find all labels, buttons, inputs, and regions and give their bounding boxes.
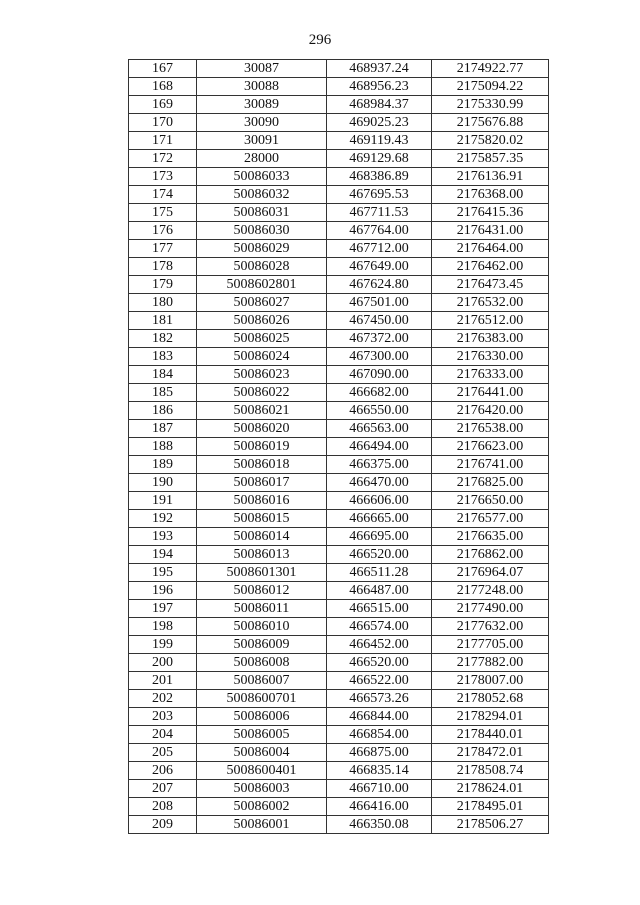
- x-coordinate-cell: 468386.89: [327, 168, 432, 186]
- point-id-cell: 50086003: [197, 780, 327, 798]
- point-id-cell: 50086002: [197, 798, 327, 816]
- y-coordinate-cell: 2176136.91: [432, 168, 549, 186]
- y-coordinate-cell: 2176333.00: [432, 366, 549, 384]
- point-id-cell: 50086005: [197, 726, 327, 744]
- point-id-cell: 50086017: [197, 474, 327, 492]
- table-row: [129, 330, 549, 348]
- table-row: [129, 582, 549, 600]
- table-row: [129, 348, 549, 366]
- point-id-cell: 50086024: [197, 348, 327, 366]
- table-row: [129, 780, 549, 798]
- x-coordinate-cell: 466574.00: [327, 618, 432, 636]
- table-row: [129, 96, 549, 114]
- row-number-cell: 198: [129, 618, 197, 636]
- x-coordinate-cell: 466550.00: [327, 402, 432, 420]
- row-number-cell: 187: [129, 420, 197, 438]
- x-coordinate-cell: 468956.23: [327, 78, 432, 96]
- table-row: [129, 204, 549, 222]
- point-id-cell: 50086026: [197, 312, 327, 330]
- row-number-cell: 174: [129, 186, 197, 204]
- table-row: [129, 456, 549, 474]
- y-coordinate-cell: 2176623.00: [432, 438, 549, 456]
- point-id-cell: 5008600701: [197, 690, 327, 708]
- point-id-cell: 50086013: [197, 546, 327, 564]
- table-row: [129, 564, 549, 582]
- row-number-cell: 205: [129, 744, 197, 762]
- table-row: [129, 60, 549, 78]
- y-coordinate-cell: 2177248.00: [432, 582, 549, 600]
- point-id-cell: 50086027: [197, 294, 327, 312]
- x-coordinate-cell: 466520.00: [327, 546, 432, 564]
- point-id-cell: 50086004: [197, 744, 327, 762]
- point-id-cell: 50086014: [197, 528, 327, 546]
- table-row: [129, 474, 549, 492]
- x-coordinate-cell: 466520.00: [327, 654, 432, 672]
- table-row: [129, 618, 549, 636]
- x-coordinate-cell: 467695.53: [327, 186, 432, 204]
- x-coordinate-cell: 466470.00: [327, 474, 432, 492]
- row-number-cell: 203: [129, 708, 197, 726]
- row-number-cell: 182: [129, 330, 197, 348]
- table-row: [129, 438, 549, 456]
- row-number-cell: 193: [129, 528, 197, 546]
- table-row: [129, 708, 549, 726]
- y-coordinate-cell: 2175330.99: [432, 96, 549, 114]
- x-coordinate-cell: 467501.00: [327, 294, 432, 312]
- table-row: [129, 492, 549, 510]
- point-id-cell: 50086028: [197, 258, 327, 276]
- point-id-cell: 50086032: [197, 186, 327, 204]
- row-number-cell: 184: [129, 366, 197, 384]
- row-number-cell: 194: [129, 546, 197, 564]
- row-number-cell: 188: [129, 438, 197, 456]
- table-row: [129, 276, 549, 294]
- x-coordinate-cell: 467450.00: [327, 312, 432, 330]
- table-row: [129, 150, 549, 168]
- point-id-cell: 50086033: [197, 168, 327, 186]
- table-row: [129, 744, 549, 762]
- y-coordinate-cell: 2176862.00: [432, 546, 549, 564]
- row-number-cell: 204: [129, 726, 197, 744]
- x-coordinate-cell: 466522.00: [327, 672, 432, 690]
- y-coordinate-cell: 2176464.00: [432, 240, 549, 258]
- y-coordinate-cell: 2176650.00: [432, 492, 549, 510]
- y-coordinate-cell: 2176330.00: [432, 348, 549, 366]
- table-row: [129, 240, 549, 258]
- x-coordinate-cell: 467712.00: [327, 240, 432, 258]
- point-id-cell: 50086025: [197, 330, 327, 348]
- x-coordinate-cell: 467300.00: [327, 348, 432, 366]
- y-coordinate-cell: 2178624.01: [432, 780, 549, 798]
- point-id-cell: 5008600401: [197, 762, 327, 780]
- table-row: [129, 546, 549, 564]
- table-row: [129, 690, 549, 708]
- point-id-cell: 50086011: [197, 600, 327, 618]
- row-number-cell: 192: [129, 510, 197, 528]
- point-id-cell: 5008602801: [197, 276, 327, 294]
- row-number-cell: 176: [129, 222, 197, 240]
- row-number-cell: 197: [129, 600, 197, 618]
- y-coordinate-cell: 2178440.01: [432, 726, 549, 744]
- y-coordinate-cell: 2175676.88: [432, 114, 549, 132]
- point-id-cell: 30088: [197, 78, 327, 96]
- y-coordinate-cell: 2177632.00: [432, 618, 549, 636]
- row-number-cell: 191: [129, 492, 197, 510]
- point-id-cell: 50086001: [197, 816, 327, 834]
- x-coordinate-cell: 466511.28: [327, 564, 432, 582]
- point-id-cell: 50086007: [197, 672, 327, 690]
- row-number-cell: 180: [129, 294, 197, 312]
- y-coordinate-cell: 2174922.77: [432, 60, 549, 78]
- row-number-cell: 170: [129, 114, 197, 132]
- table-row: [129, 258, 549, 276]
- x-coordinate-cell: 466563.00: [327, 420, 432, 438]
- x-coordinate-cell: 466682.00: [327, 384, 432, 402]
- x-coordinate-cell: 466695.00: [327, 528, 432, 546]
- y-coordinate-cell: 2176415.36: [432, 204, 549, 222]
- x-coordinate-cell: 468984.37: [327, 96, 432, 114]
- x-coordinate-cell: 469119.43: [327, 132, 432, 150]
- row-number-cell: 206: [129, 762, 197, 780]
- row-number-cell: 179: [129, 276, 197, 294]
- coordinates-table: [128, 59, 549, 834]
- table-row: [129, 798, 549, 816]
- point-id-cell: 50086020: [197, 420, 327, 438]
- point-id-cell: 30087: [197, 60, 327, 78]
- y-coordinate-cell: 2176431.00: [432, 222, 549, 240]
- x-coordinate-cell: 466875.00: [327, 744, 432, 762]
- x-coordinate-cell: 466515.00: [327, 600, 432, 618]
- y-coordinate-cell: 2178506.27: [432, 816, 549, 834]
- y-coordinate-cell: 2176512.00: [432, 312, 549, 330]
- table-row: [129, 168, 549, 186]
- table-row: [129, 600, 549, 618]
- point-id-cell: 50086012: [197, 582, 327, 600]
- point-id-cell: 50086029: [197, 240, 327, 258]
- x-coordinate-cell: 466854.00: [327, 726, 432, 744]
- y-coordinate-cell: 2175094.22: [432, 78, 549, 96]
- table-row: [129, 420, 549, 438]
- y-coordinate-cell: 2178294.01: [432, 708, 549, 726]
- row-number-cell: 183: [129, 348, 197, 366]
- table-row: [129, 726, 549, 744]
- y-coordinate-cell: 2176964.07: [432, 564, 549, 582]
- x-coordinate-cell: 466665.00: [327, 510, 432, 528]
- y-coordinate-cell: 2176383.00: [432, 330, 549, 348]
- point-id-cell: 30090: [197, 114, 327, 132]
- point-id-cell: 50086022: [197, 384, 327, 402]
- y-coordinate-cell: 2176741.00: [432, 456, 549, 474]
- table-row: [129, 654, 549, 672]
- table-row: [129, 402, 549, 420]
- y-coordinate-cell: 2178052.68: [432, 690, 549, 708]
- row-number-cell: 200: [129, 654, 197, 672]
- point-id-cell: 5008601301: [197, 564, 327, 582]
- x-coordinate-cell: 469129.68: [327, 150, 432, 168]
- row-number-cell: 207: [129, 780, 197, 798]
- x-coordinate-cell: 466573.26: [327, 690, 432, 708]
- row-number-cell: 195: [129, 564, 197, 582]
- x-coordinate-cell: 467624.80: [327, 276, 432, 294]
- x-coordinate-cell: 466835.14: [327, 762, 432, 780]
- row-number-cell: 177: [129, 240, 197, 258]
- y-coordinate-cell: 2176825.00: [432, 474, 549, 492]
- y-coordinate-cell: 2176538.00: [432, 420, 549, 438]
- row-number-cell: 202: [129, 690, 197, 708]
- table-row: [129, 132, 549, 150]
- y-coordinate-cell: 2176635.00: [432, 528, 549, 546]
- x-coordinate-cell: 467372.00: [327, 330, 432, 348]
- point-id-cell: 50086016: [197, 492, 327, 510]
- row-number-cell: 190: [129, 474, 197, 492]
- point-id-cell: 50086019: [197, 438, 327, 456]
- row-number-cell: 199: [129, 636, 197, 654]
- row-number-cell: 208: [129, 798, 197, 816]
- point-id-cell: 30089: [197, 96, 327, 114]
- x-coordinate-cell: 469025.23: [327, 114, 432, 132]
- y-coordinate-cell: 2175820.02: [432, 132, 549, 150]
- table-row: [129, 816, 549, 834]
- x-coordinate-cell: 466606.00: [327, 492, 432, 510]
- x-coordinate-cell: 467764.00: [327, 222, 432, 240]
- point-id-cell: 50086010: [197, 618, 327, 636]
- y-coordinate-cell: 2177705.00: [432, 636, 549, 654]
- x-coordinate-cell: 467649.00: [327, 258, 432, 276]
- row-number-cell: 186: [129, 402, 197, 420]
- y-coordinate-cell: 2175857.35: [432, 150, 549, 168]
- row-number-cell: 168: [129, 78, 197, 96]
- point-id-cell: 50086018: [197, 456, 327, 474]
- y-coordinate-cell: 2176532.00: [432, 294, 549, 312]
- x-coordinate-cell: 466710.00: [327, 780, 432, 798]
- page-number: 296: [308, 32, 332, 48]
- y-coordinate-cell: 2176441.00: [432, 384, 549, 402]
- x-coordinate-cell: 466375.00: [327, 456, 432, 474]
- x-coordinate-cell: 466350.08: [327, 816, 432, 834]
- row-number-cell: 189: [129, 456, 197, 474]
- y-coordinate-cell: 2176368.00: [432, 186, 549, 204]
- coordinates-table-body: [129, 60, 549, 834]
- point-id-cell: 30091: [197, 132, 327, 150]
- row-number-cell: 185: [129, 384, 197, 402]
- row-number-cell: 209: [129, 816, 197, 834]
- row-number-cell: 181: [129, 312, 197, 330]
- table-row: [129, 510, 549, 528]
- x-coordinate-cell: 467090.00: [327, 366, 432, 384]
- table-row: [129, 222, 549, 240]
- point-id-cell: 50086009: [197, 636, 327, 654]
- row-number-cell: 167: [129, 60, 197, 78]
- y-coordinate-cell: 2177882.00: [432, 654, 549, 672]
- point-id-cell: 50086031: [197, 204, 327, 222]
- table-row: [129, 366, 549, 384]
- y-coordinate-cell: 2177490.00: [432, 600, 549, 618]
- point-id-cell: 50086030: [197, 222, 327, 240]
- x-coordinate-cell: 467711.53: [327, 204, 432, 222]
- y-coordinate-cell: 2178007.00: [432, 672, 549, 690]
- row-number-cell: 175: [129, 204, 197, 222]
- y-coordinate-cell: 2178472.01: [432, 744, 549, 762]
- y-coordinate-cell: 2178508.74: [432, 762, 549, 780]
- point-id-cell: 50086023: [197, 366, 327, 384]
- table-row: [129, 762, 549, 780]
- y-coordinate-cell: 2176577.00: [432, 510, 549, 528]
- row-number-cell: 171: [129, 132, 197, 150]
- y-coordinate-cell: 2176462.00: [432, 258, 549, 276]
- point-id-cell: 50086015: [197, 510, 327, 528]
- table-row: [129, 636, 549, 654]
- x-coordinate-cell: 468937.24: [327, 60, 432, 78]
- table-row: [129, 78, 549, 96]
- row-number-cell: 196: [129, 582, 197, 600]
- x-coordinate-cell: 466494.00: [327, 438, 432, 456]
- x-coordinate-cell: 466844.00: [327, 708, 432, 726]
- table-row: [129, 312, 549, 330]
- table-row: [129, 114, 549, 132]
- row-number-cell: 172: [129, 150, 197, 168]
- x-coordinate-cell: 466452.00: [327, 636, 432, 654]
- table-row: [129, 186, 549, 204]
- point-id-cell: 50086008: [197, 654, 327, 672]
- row-number-cell: 173: [129, 168, 197, 186]
- table-row: [129, 294, 549, 312]
- row-number-cell: 201: [129, 672, 197, 690]
- y-coordinate-cell: 2176473.45: [432, 276, 549, 294]
- x-coordinate-cell: 466416.00: [327, 798, 432, 816]
- y-coordinate-cell: 2176420.00: [432, 402, 549, 420]
- row-number-cell: 169: [129, 96, 197, 114]
- point-id-cell: 28000: [197, 150, 327, 168]
- table-row: [129, 528, 549, 546]
- y-coordinate-cell: 2178495.01: [432, 798, 549, 816]
- x-coordinate-cell: 466487.00: [327, 582, 432, 600]
- table-row: [129, 384, 549, 402]
- row-number-cell: 178: [129, 258, 197, 276]
- table-row: [129, 672, 549, 690]
- point-id-cell: 50086006: [197, 708, 327, 726]
- point-id-cell: 50086021: [197, 402, 327, 420]
